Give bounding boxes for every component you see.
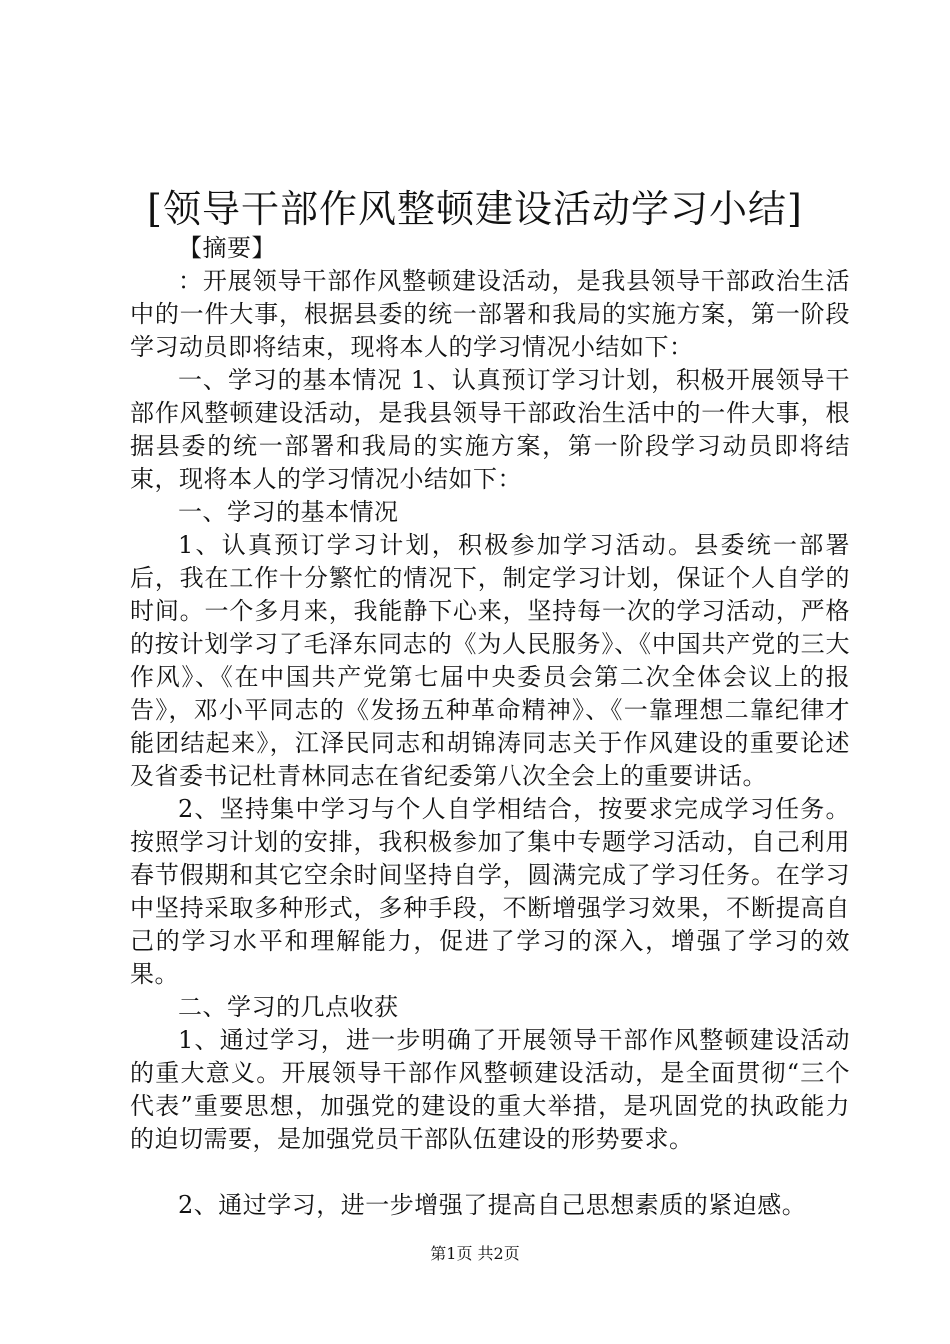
paragraph-urgency: 2、通过学习，进一步增强了提高自己思想素质的紧迫感。: [178, 1191, 807, 1219]
paragraph-abstract: ：开展领导干部作风整顿建设活动，是我县领导干部政治生活中的一件大事，根据县委的统一部署和我局的实施方案，第一阶段学习动员即将结束，现将本人的学习情况小结如下：: [130, 267, 850, 361]
paragraph-intro-summary: 一、学习的基本情况 1、认真预订学习计划，积极开展领导干部作风整顿建设活动，是我县领导干部政治生活中的一件大事，根据县委的统一部署和我局的实施方案，第一阶段学习动员即将结束，现将本人的学习情况小结如下：: [130, 366, 850, 493]
abstract-label: 【摘要】: [178, 234, 276, 262]
document-body: [130, 232, 850, 1222]
paragraph-plan: 1、认真预订学习计划，积极参加学习活动。县委统一部署后，我在工作十分繁忙的情况下，制定学习计划，保证个人自学的时间。一个多月来，我能静下心来，坚持每一次的学习活动，严格的按计划学习了毛泽东同志的《为人民服务》、《中国共产党的三大作风》、《在中国共产党第七届中央委员会第二次全体会议上的报告》，邓小平同志的《发扬五种革命精神》、《一靠理想二靠纪律才能团结起来》，江泽民同志和胡锦涛同志关于作风建设的重要论述及省委书记杜青林同志在省纪委第八次全会上的重要讲话。: [130, 531, 850, 790]
page-footer: 第1页 共2页: [430, 1244, 520, 1263]
paragraph-combined-study: 2、坚持集中学习与个人自学相结合，按要求完成学习任务。按照学习计划的安排，我积极参加了集中专题学习活动，自己利用春节假期和其它空余时间坚持自学，圆满完成了学习任务。在学习中坚持采取多种形式，多种手段，不断增强学习效果，不断提高自己的学习水平和理解能力，促进了学习的深入，增强了学习的效果。: [130, 795, 850, 988]
paragraph-significance: 1、通过学习，进一步明确了开展领导干部作风整顿建设活动的重大意义。开展领导干部作风整顿建设活动，是全面贯彻“三个代表”重要思想，加强党的建设的重大举措，是巩固党的执政能力的迫切需要，是加强党员干部队伍建设的形势要求。: [130, 1026, 850, 1153]
section-heading-basic: 一、学习的基本情况: [178, 498, 399, 526]
document-title: [领导干部作风整顿建设活动学习小结]: [147, 187, 803, 231]
section-heading-gains: 二、学习的几点收获: [178, 993, 399, 1021]
